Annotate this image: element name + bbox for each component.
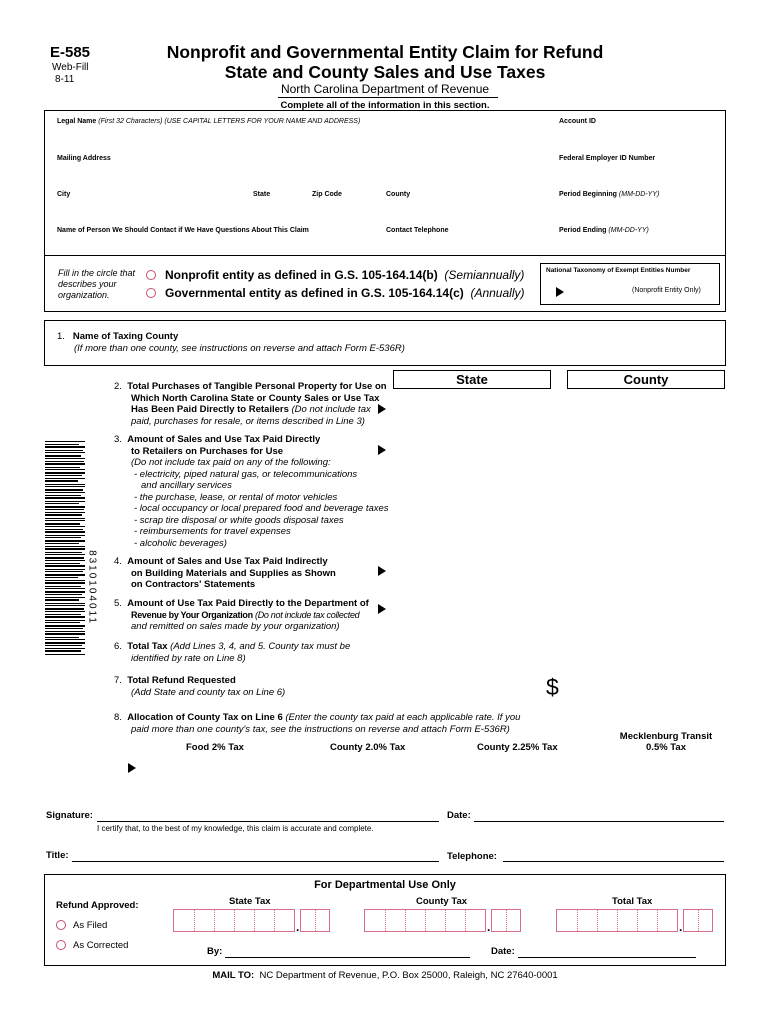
- title-label: Title:: [46, 850, 69, 861]
- mail-to: MAIL TO: NC Department of Revenue, P.O. Box 25000, Raleigh, NC 27640-0001: [212, 970, 558, 981]
- period-beginning-label: Period Beginning (MM-DD-YY): [559, 191, 660, 198]
- county-label: County: [386, 191, 411, 198]
- legal-name-label: Legal Name (First 32 Characters) (USE CAPITAL LETTERS FOR YOUR NAME AND ADDRESS): [57, 118, 361, 125]
- ntee-label: National Taxonomy of Exempt Entities Number: [546, 267, 691, 274]
- line4-arrow-icon: [378, 566, 386, 576]
- dept-date-label: Date:: [491, 946, 515, 957]
- nonprofit-radio[interactable]: [146, 270, 156, 280]
- mecklenburg-transit-label: Mecklenburg Transit 0.5% Tax: [619, 731, 713, 753]
- line8-arrow-icon: [128, 763, 136, 773]
- county-column-header: County: [567, 370, 725, 389]
- ntee-note: (Nonprofit Entity Only): [632, 287, 701, 294]
- line5-arrow-icon: [378, 604, 386, 614]
- departmental-header: For Departmental Use Only: [314, 879, 456, 891]
- period-ending-label: Period Ending (MM-DD-YY): [559, 227, 649, 234]
- contact-name-label: Name of Person We Should Contact if We Have Questions About This Claim: [57, 227, 309, 234]
- form-number: E-585: [50, 44, 91, 61]
- sig-date-label: Date:: [447, 810, 471, 821]
- nonprofit-option: Nonprofit entity as defined in G.S. 105-164.14(b) (Semiannually): [165, 268, 525, 282]
- signature-field[interactable]: [97, 821, 439, 822]
- account-id-label: Account ID: [559, 118, 596, 125]
- county-tax-label: County Tax: [416, 896, 468, 907]
- as-filed-label: As Filed: [73, 920, 108, 931]
- certify-statement: I certify that, to the best of my knowledge, this claim is accurate and complete.: [97, 824, 374, 833]
- sig-date-field[interactable]: [474, 821, 724, 822]
- as-corrected-radio[interactable]: [56, 940, 66, 950]
- by-label: By:: [207, 946, 223, 957]
- state-column-header: State: [393, 370, 551, 389]
- governmental-option: Governmental entity as defined in G.S. 105-164.14(c) (Annually): [165, 286, 525, 300]
- line1-note: (If more than one county, see instructions on reverse and attach Form E-536R): [74, 343, 405, 354]
- telephone-label: Telephone:: [447, 851, 497, 862]
- ntee-input[interactable]: [570, 284, 620, 298]
- dollar-sign: $: [546, 674, 559, 700]
- total-tax-cents[interactable]: [683, 909, 713, 932]
- line2: 2. Total Purchases of Tangible Personal Property for Use on Which North Carolina State or County Sales or Use Tax Has Been Paid Directly to Retailers (Do not include tax paid, purchases for resale, or items described in Line 3): [114, 381, 387, 427]
- form-revision: 8-11: [55, 74, 75, 85]
- line2-arrow-icon: [378, 404, 386, 414]
- refund-approved-label: Refund Approved:: [56, 900, 139, 911]
- state-tax-cents[interactable]: [300, 909, 330, 932]
- by-field[interactable]: [225, 957, 470, 958]
- line6: 6. Total Tax (Add Lines 3, 4, and 5. County tax must be identified by rate on Line 8): [114, 641, 351, 664]
- governmental-radio[interactable]: [146, 288, 156, 298]
- zip-label: Zip Code: [312, 191, 342, 198]
- signature-label: Signature:: [46, 810, 93, 821]
- as-filed-radio[interactable]: [56, 920, 66, 930]
- food-tax-label: Food 2% Tax: [186, 742, 244, 753]
- barcode-number: 8310104011: [86, 550, 98, 625]
- barcode: [45, 441, 87, 656]
- title-field[interactable]: [72, 861, 439, 862]
- mailing-address-label: Mailing Address: [57, 155, 111, 162]
- department-name: North Carolina Department of Revenue: [280, 82, 490, 96]
- state-label: State: [253, 191, 271, 198]
- state-tax-label: State Tax: [229, 896, 271, 907]
- county-tax-entry[interactable]: [364, 909, 486, 932]
- state-tax-entry[interactable]: [173, 909, 295, 932]
- total-tax-label: Total Tax: [612, 896, 653, 907]
- form-title-line1: Nonprofit and Governmental Entity Claim for Refund: [166, 42, 604, 62]
- city-label: City: [57, 191, 71, 198]
- line4: 4. Amount of Sales and Use Tax Paid Indirectly on Building Materials and Supplies as Shown on Contractors' Statements: [114, 556, 336, 590]
- contact-phone-label: Contact Telephone: [386, 227, 449, 234]
- telephone-field[interactable]: [503, 861, 724, 862]
- line3-arrow-icon: [378, 445, 386, 455]
- line8: 8. Allocation of County Tax on Line 6 (Enter the county tax paid at each applicable rate. If you paid more than one county's tax, see the instructions on reverse and attach Form E-536R): [114, 712, 521, 735]
- entity-instruction: Fill in the circle that describes your organization.: [58, 268, 136, 300]
- dept-date-field[interactable]: [518, 957, 696, 958]
- county-tax-cents[interactable]: [491, 909, 521, 932]
- line1-label: 1. Name of Taxing County: [57, 331, 179, 342]
- complete-note: Complete all of the information in this section.: [280, 100, 490, 111]
- as-corrected-label: As Corrected: [73, 940, 129, 951]
- line3: 3. Amount of Sales and Use Tax Paid Directly to Retailers on Purchases for Use (Do not include tax paid on any of the following: - electricity, piped natural gas, or telecommunications and ancillary services - the purchase, lease, or rental of motor vehicles - local occupancy or local prepared food and beverage taxes - scrap tire disposal or white goods disposal taxes - reimbursements for travel expenses - alcoholic beverages): [114, 434, 389, 549]
- line5: 5. Amount of Use Tax Paid Directly to the Department of Revenue by Your Organization (Do not include tax collected and remitted on sales made by your organization): [114, 598, 369, 632]
- ntee-arrow-icon: [556, 287, 564, 297]
- county-20-tax-label: County 2.0% Tax: [330, 742, 406, 753]
- fein-label: Federal Employer ID Number: [559, 155, 656, 162]
- form-webfill: Web-Fill: [52, 62, 89, 73]
- county-225-tax-label: County 2.25% Tax: [477, 742, 558, 753]
- line7: 7. Total Refund Requested (Add State and county tax on Line 6): [114, 675, 286, 698]
- form-title-line2: State and County Sales and Use Taxes: [224, 62, 546, 82]
- total-tax-entry[interactable]: [556, 909, 678, 932]
